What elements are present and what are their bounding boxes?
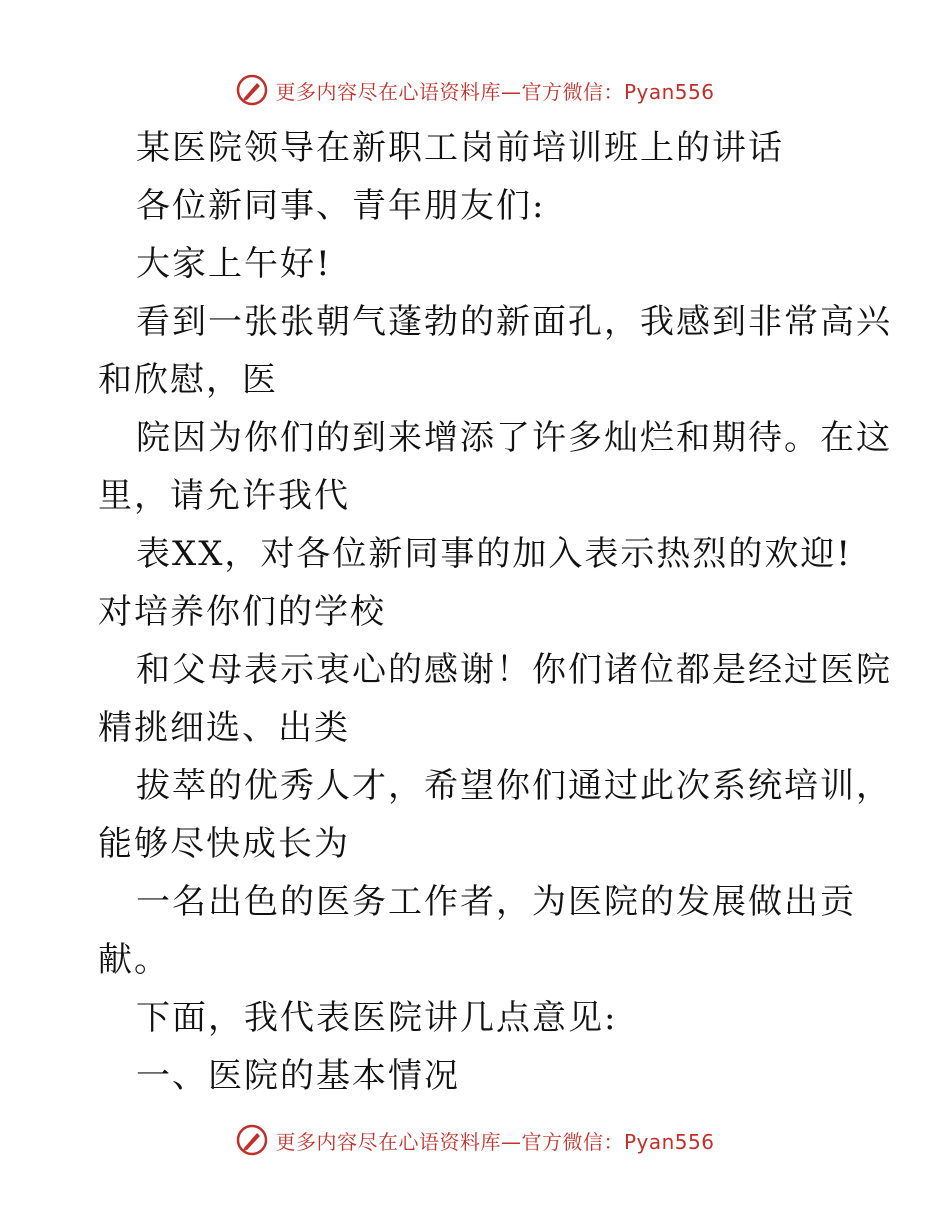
paragraph-line: 表XX，对各位新同事的加入表示热烈的欢迎! [136,534,853,574]
header-brand-text: 更多内容尽在心语资料库—官方微信：Pyan556 [275,79,715,104]
pen-circle-logo-icon [235,73,269,107]
paragraph-line: 里，请允许我代 [98,476,350,516]
paragraph-line: 各位新同事、青年朋友们: [136,186,546,226]
paragraph-line: 精挑细选、出类 [98,708,350,748]
footer-brand-text: 更多内容尽在心语资料库—官方微信：Pyan556 [275,1129,715,1154]
paragraph-line: 能够尽快成长为 [98,824,350,864]
paragraph-line: 院因为你们的到来增添了许多灿烂和期待。在这 [136,418,892,458]
document-title: 某医院领导在新职工岗前培训班上的讲话 [136,128,784,168]
paragraph-line: 拔萃的优秀人才，希望你们通过此次系统培训， [136,766,892,806]
paragraph-line: 和父母表示衷心的感谢！你们诸位都是经过医院 [136,650,892,690]
header-watermark [0,70,950,110]
paragraph-line: 下面，我代表医院讲几点意见: [136,998,618,1038]
footer-watermark [0,1120,950,1160]
section-heading: 一、医院的基本情况 [136,1056,460,1096]
paragraph-line: 大家上午好! [136,244,332,284]
paragraph-line: 献。 [98,940,170,980]
paragraph-line: 对培养你们的学校 [98,592,386,632]
paragraph-line: 看到一张张朝气蓬勃的新面孔，我感到非常高兴 [136,302,892,342]
paragraph-line: 一名出色的医务工作者，为医院的发展做出贡 [136,882,856,922]
paragraph-line: 和欣慰，医 [98,360,278,400]
pen-circle-logo-icon [235,1123,269,1157]
